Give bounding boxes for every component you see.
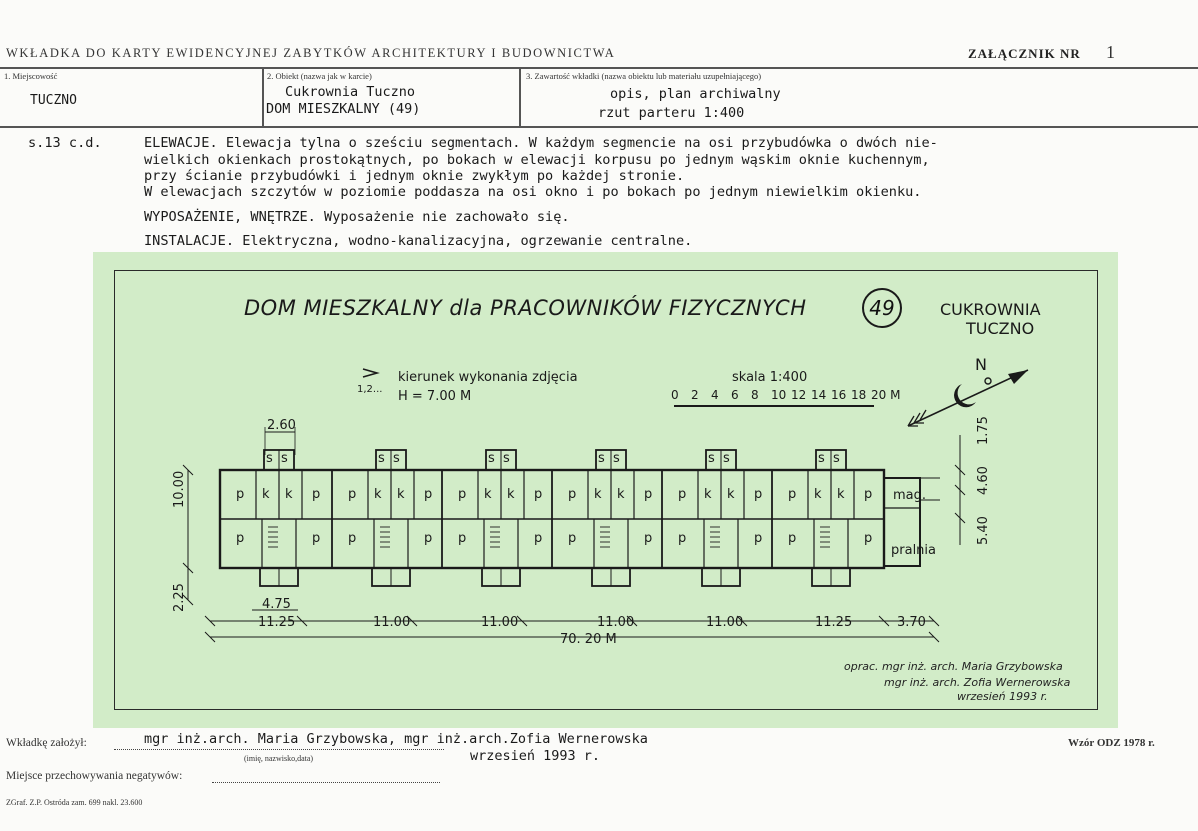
drawing-title: DOM MIESZKALNY dla PRACOWNIKÓW FIZYCZNYCH xyxy=(244,296,807,320)
field-2-label: 2. Obiekt (nazwa jak w karcie) xyxy=(267,71,372,81)
field-3-value-1: opis, plan archiwalny xyxy=(610,86,781,102)
room-k-left-0: k xyxy=(262,487,270,502)
credit-line-1: oprac. mgr inż. arch. Maria Grzybowska xyxy=(844,660,1063,673)
room-p-rear-right-3: p xyxy=(644,487,653,502)
room-p-rear-left-1: p xyxy=(348,487,357,502)
attachment-number: 1 xyxy=(1106,42,1115,62)
made-by-line xyxy=(114,749,444,750)
scale-tick-4: 8 xyxy=(751,388,759,402)
room-s-b-5: s xyxy=(833,451,840,466)
room-p-rear-left-0: p xyxy=(236,487,245,502)
body-line-3: przy ścianie przybudówki i jednym oknie zwykłym po każdej stronie. xyxy=(144,168,685,184)
storage-label: Miejsce przechowywania negatywów: xyxy=(6,770,183,782)
room-p-front-right-0: p xyxy=(312,531,321,546)
room-p-rear-right-4: p xyxy=(754,487,763,502)
scale-bar-line xyxy=(674,405,874,407)
room-s-b-4: s xyxy=(723,451,730,466)
room-p-front-left-4: p xyxy=(678,531,687,546)
room-k-left-3: k xyxy=(594,487,602,502)
room-k-right-4: k xyxy=(727,487,735,502)
room-s-b-3: s xyxy=(613,451,620,466)
dim-260: 2.60 xyxy=(267,418,296,433)
field-1-value: TUCZNO xyxy=(30,93,77,108)
total-length: 70. 20 M xyxy=(560,632,617,647)
room-s-a-1: s xyxy=(378,451,385,466)
field-3-value-2: rzut parteru 1:400 xyxy=(598,105,745,121)
segment-dim-4: 11.00 xyxy=(597,615,635,630)
room-k-left-2: k xyxy=(484,487,492,502)
plant-name-1: CUKROWNIA xyxy=(940,300,1041,319)
room-s-a-3: s xyxy=(598,451,605,466)
made-by-value: mgr inż.arch. Maria Grzybowska, mgr inż.arch.Zofia Wernerowska xyxy=(144,731,648,747)
room-k-left-4: k xyxy=(704,487,712,502)
page-reference: s.13 c.d. xyxy=(28,135,102,151)
body-line-2: wielkich okienkach prostokątnych, po bokach w elewacji korpusu po jednym wąskim oknie kuchennym, xyxy=(144,152,930,168)
room-p-rear-left-5: p xyxy=(788,487,797,502)
room-p-rear-right-0: p xyxy=(312,487,321,502)
room-s-b-0: s xyxy=(281,451,288,466)
dim-1000: 10.00 xyxy=(172,470,187,508)
room-p-rear-right-2: p xyxy=(534,487,543,502)
room-s-a-4: s xyxy=(708,451,715,466)
room-p-front-left-3: p xyxy=(568,531,577,546)
dim-225: 2.25 xyxy=(172,583,187,612)
room-p-front-left-0: p xyxy=(236,531,245,546)
photo-direction-symbol xyxy=(362,366,380,380)
north-label: N xyxy=(975,355,987,374)
made-by-label: Wkładkę założył: xyxy=(6,737,87,749)
dim-540: 5.40 xyxy=(976,516,991,545)
room-p-front-right-5: p xyxy=(864,531,873,546)
dim-475: 4.75 xyxy=(262,597,291,612)
room-s-b-2: s xyxy=(503,451,510,466)
segment-dim-3: 11.00 xyxy=(481,615,519,630)
storage-line xyxy=(212,782,440,783)
body-line-1: ELEWACJE. Elewacja tylna o sześciu segmentach. W każdym segmencie na osi przybudówka o dwóch nie- xyxy=(144,135,938,151)
body-line-5: WYPOSAŻENIE, WNĘTRZE. Wyposażenie nie zachowało się. xyxy=(144,209,570,225)
room-k-left-5: k xyxy=(814,487,822,502)
segment-dim-1: 11.25 xyxy=(258,615,296,630)
building-height: H = 7.00 M xyxy=(398,389,472,404)
plant-name-2: TUCZNO xyxy=(966,319,1035,338)
room-k-right-3: k xyxy=(617,487,625,502)
scale-tick-9: 18 xyxy=(851,388,867,402)
print-info: ZGraf. Z.P. Ostróda zam. 699 nakl. 23.600 xyxy=(6,798,143,807)
room-k-right-1: k xyxy=(397,487,405,502)
room-p-front-left-2: p xyxy=(458,531,467,546)
form-template-label: Wzór ODZ 1978 r. xyxy=(1068,737,1155,749)
room-p-rear-left-3: p xyxy=(568,487,577,502)
scale-tick-5: 10 xyxy=(771,388,787,402)
room-p-front-left-5: p xyxy=(788,531,797,546)
credit-line-2: mgr inż. arch. Zofia Wernerowska xyxy=(884,676,1071,689)
form-title: WKŁADKA DO KARTY EWIDENCYJNEJ ZABYTKÓW ARCHITEKTURY I BUDOWNICTWA xyxy=(6,46,616,60)
photo-symbol-numbers: 1,2... xyxy=(357,384,383,395)
header-top-rule xyxy=(0,67,1198,69)
room-s-a-0: s xyxy=(266,451,273,466)
field-2-value-2: DOM MIESZKALNY (49) xyxy=(266,101,421,117)
credit-line-3: wrzesień 1993 r. xyxy=(957,690,1048,703)
dim-175: 1.75 xyxy=(976,416,991,445)
field-2-value-1: Cukrownia Tuczno xyxy=(285,84,416,100)
room-k-left-1: k xyxy=(374,487,382,502)
scale-bar xyxy=(671,388,914,414)
room-p-front-right-1: p xyxy=(424,531,433,546)
date-value: wrzesień 1993 r. xyxy=(470,748,601,764)
scale-tick-10: 20 M xyxy=(871,388,901,402)
field-3-label: 3. Zawartość wkładki (nazwa obiektu lub materiału uzupełniającego) xyxy=(526,71,762,81)
room-p-rear-left-2: p xyxy=(458,487,467,502)
segment-dim-2: 11.00 xyxy=(373,615,411,630)
field-divider-1 xyxy=(262,67,264,127)
room-p-rear-right-1: p xyxy=(424,487,433,502)
field-1-label: 1. Miejscowość xyxy=(4,71,58,81)
segment-dim-5: 11.00 xyxy=(706,615,744,630)
scale-tick-6: 12 xyxy=(791,388,807,402)
segment-dim-6: 11.25 xyxy=(815,615,853,630)
room-magazyn: mag. xyxy=(893,488,927,503)
room-p-front-right-2: p xyxy=(534,531,543,546)
body-line-4: W elewacjach szczytów w poziomie poddasza na osi okno i po bokach po jednym niewielkim okienku. xyxy=(144,184,922,200)
room-p-front-right-3: p xyxy=(644,531,653,546)
room-pralnia: pralnia xyxy=(891,543,936,558)
photo-direction-label: kierunek wykonania zdjęcia xyxy=(398,370,578,385)
body-line-6: INSTALACJE. Elektryczna, wodno-kanalizacyjna, ogrzewanie centralne. xyxy=(144,233,693,249)
field-divider-2 xyxy=(519,67,521,127)
scale-tick-3: 6 xyxy=(731,388,739,402)
made-by-hint: (imię, nazwisko,data) xyxy=(244,754,314,763)
dim-460: 4.60 xyxy=(976,466,991,495)
room-k-right-2: k xyxy=(507,487,515,502)
room-s-a-2: s xyxy=(488,451,495,466)
room-s-a-5: s xyxy=(818,451,825,466)
attachment-label: ZAŁĄCZNIK NR xyxy=(968,46,1081,61)
scale-label: skala 1:400 xyxy=(732,370,808,385)
room-k-right-0: k xyxy=(285,487,293,502)
building-number-circle: 49 xyxy=(862,288,902,328)
annex-dim: 3.70 xyxy=(897,615,926,630)
scale-tick-2: 4 xyxy=(711,388,719,402)
room-k-right-5: k xyxy=(837,487,845,502)
room-p-rear-right-5: p xyxy=(864,487,873,502)
scale-tick-1: 2 xyxy=(691,388,699,402)
room-p-rear-left-4: p xyxy=(678,487,687,502)
header-bottom-rule xyxy=(0,126,1198,128)
room-p-front-right-4: p xyxy=(754,531,763,546)
room-p-front-left-1: p xyxy=(348,531,357,546)
scale-tick-8: 16 xyxy=(831,388,847,402)
room-s-b-1: s xyxy=(393,451,400,466)
scale-tick-7: 14 xyxy=(811,388,827,402)
scale-tick-0: 0 xyxy=(671,388,679,402)
